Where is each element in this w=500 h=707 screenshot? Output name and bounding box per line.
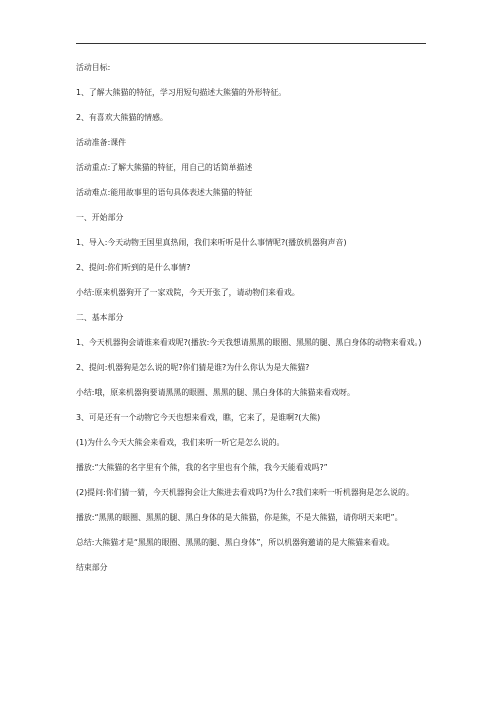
- basic-step-3-sub-1: (1)为什么今天大熊会来看戏，我们来听一听它是怎么说的。: [76, 438, 285, 447]
- start-step-2: 2、提问:你们听到的是什么事情?: [76, 263, 191, 272]
- activity-key-point: 活动重点:了解大熊猫的特征，用自己的话简单描述: [76, 163, 253, 172]
- basic-step-1: 1、今天机器狗会请谁来看戏呢?(播放:今天我想请黑黑的眼圈、黑黑的腿、黑白身体的动物来看戏。): [76, 338, 422, 347]
- playback-2: 播放:“黑黑的眼圈、黑黑的腿、黑白身体的是大熊猫，你是熊，不是大熊猫，请你明天来吧”。: [76, 513, 403, 522]
- section-heading-end: 结束部分: [76, 563, 108, 572]
- start-step-1: 1、导入:今天动物王国里真热闹，我们来听听是什么事情呢?(播放机器狗声音): [76, 238, 347, 247]
- activity-goals-heading: 活动目标:: [76, 63, 111, 72]
- playback-1: 播放:“大熊猫的名字里有个熊，我的名字里也有个熊，我今天能看戏吗?”: [76, 463, 328, 472]
- start-summary: 小结:原来机器狗开了一家戏院，今天开张了，请动物们来看戏。: [76, 288, 300, 297]
- final-summary: 总结:大熊猫才是“黑黑的眼圈、黑黑的腿、黑白身体”，所以机器狗邀请的是大熊猫来看戏。: [76, 538, 395, 547]
- basic-step-3-sub-2: (2)提问:你们猜一猜，今天机器狗会让大熊进去看戏吗?为什么?我们来听一听机器狗是怎么说的。: [76, 488, 414, 497]
- document-body: [76, 62, 428, 587]
- basic-summary: 小结:哦，原来机器狗要请黑黑的眼圈、黑黑的腿、黑白身体的大熊猫来看戏呀。: [76, 388, 355, 397]
- section-heading-start: 一、开始部分: [76, 213, 124, 222]
- goal-item-1: 1、了解大熊猫的特征，学习用短句描述大熊猫的外形特征。: [76, 88, 287, 97]
- basic-step-2: 2、提问:机器狗是怎么说的呢?你们猜是谁?为什么你认为是大熊猫?: [76, 363, 310, 372]
- basic-step-3: 3、可是还有一个动物它今天也想来看戏，瞧，它来了，是谁啊?(大熊): [76, 413, 321, 422]
- activity-preparation: 活动准备:课件: [76, 138, 127, 147]
- activity-difficulty: 活动难点:能用故事里的语句具体表述大熊猫的特征: [76, 188, 253, 197]
- section-heading-basic: 二、基本部分: [76, 313, 124, 322]
- header-rule: [76, 43, 426, 44]
- goal-item-2: 2、有喜欢大熊猫的情感。: [76, 113, 168, 122]
